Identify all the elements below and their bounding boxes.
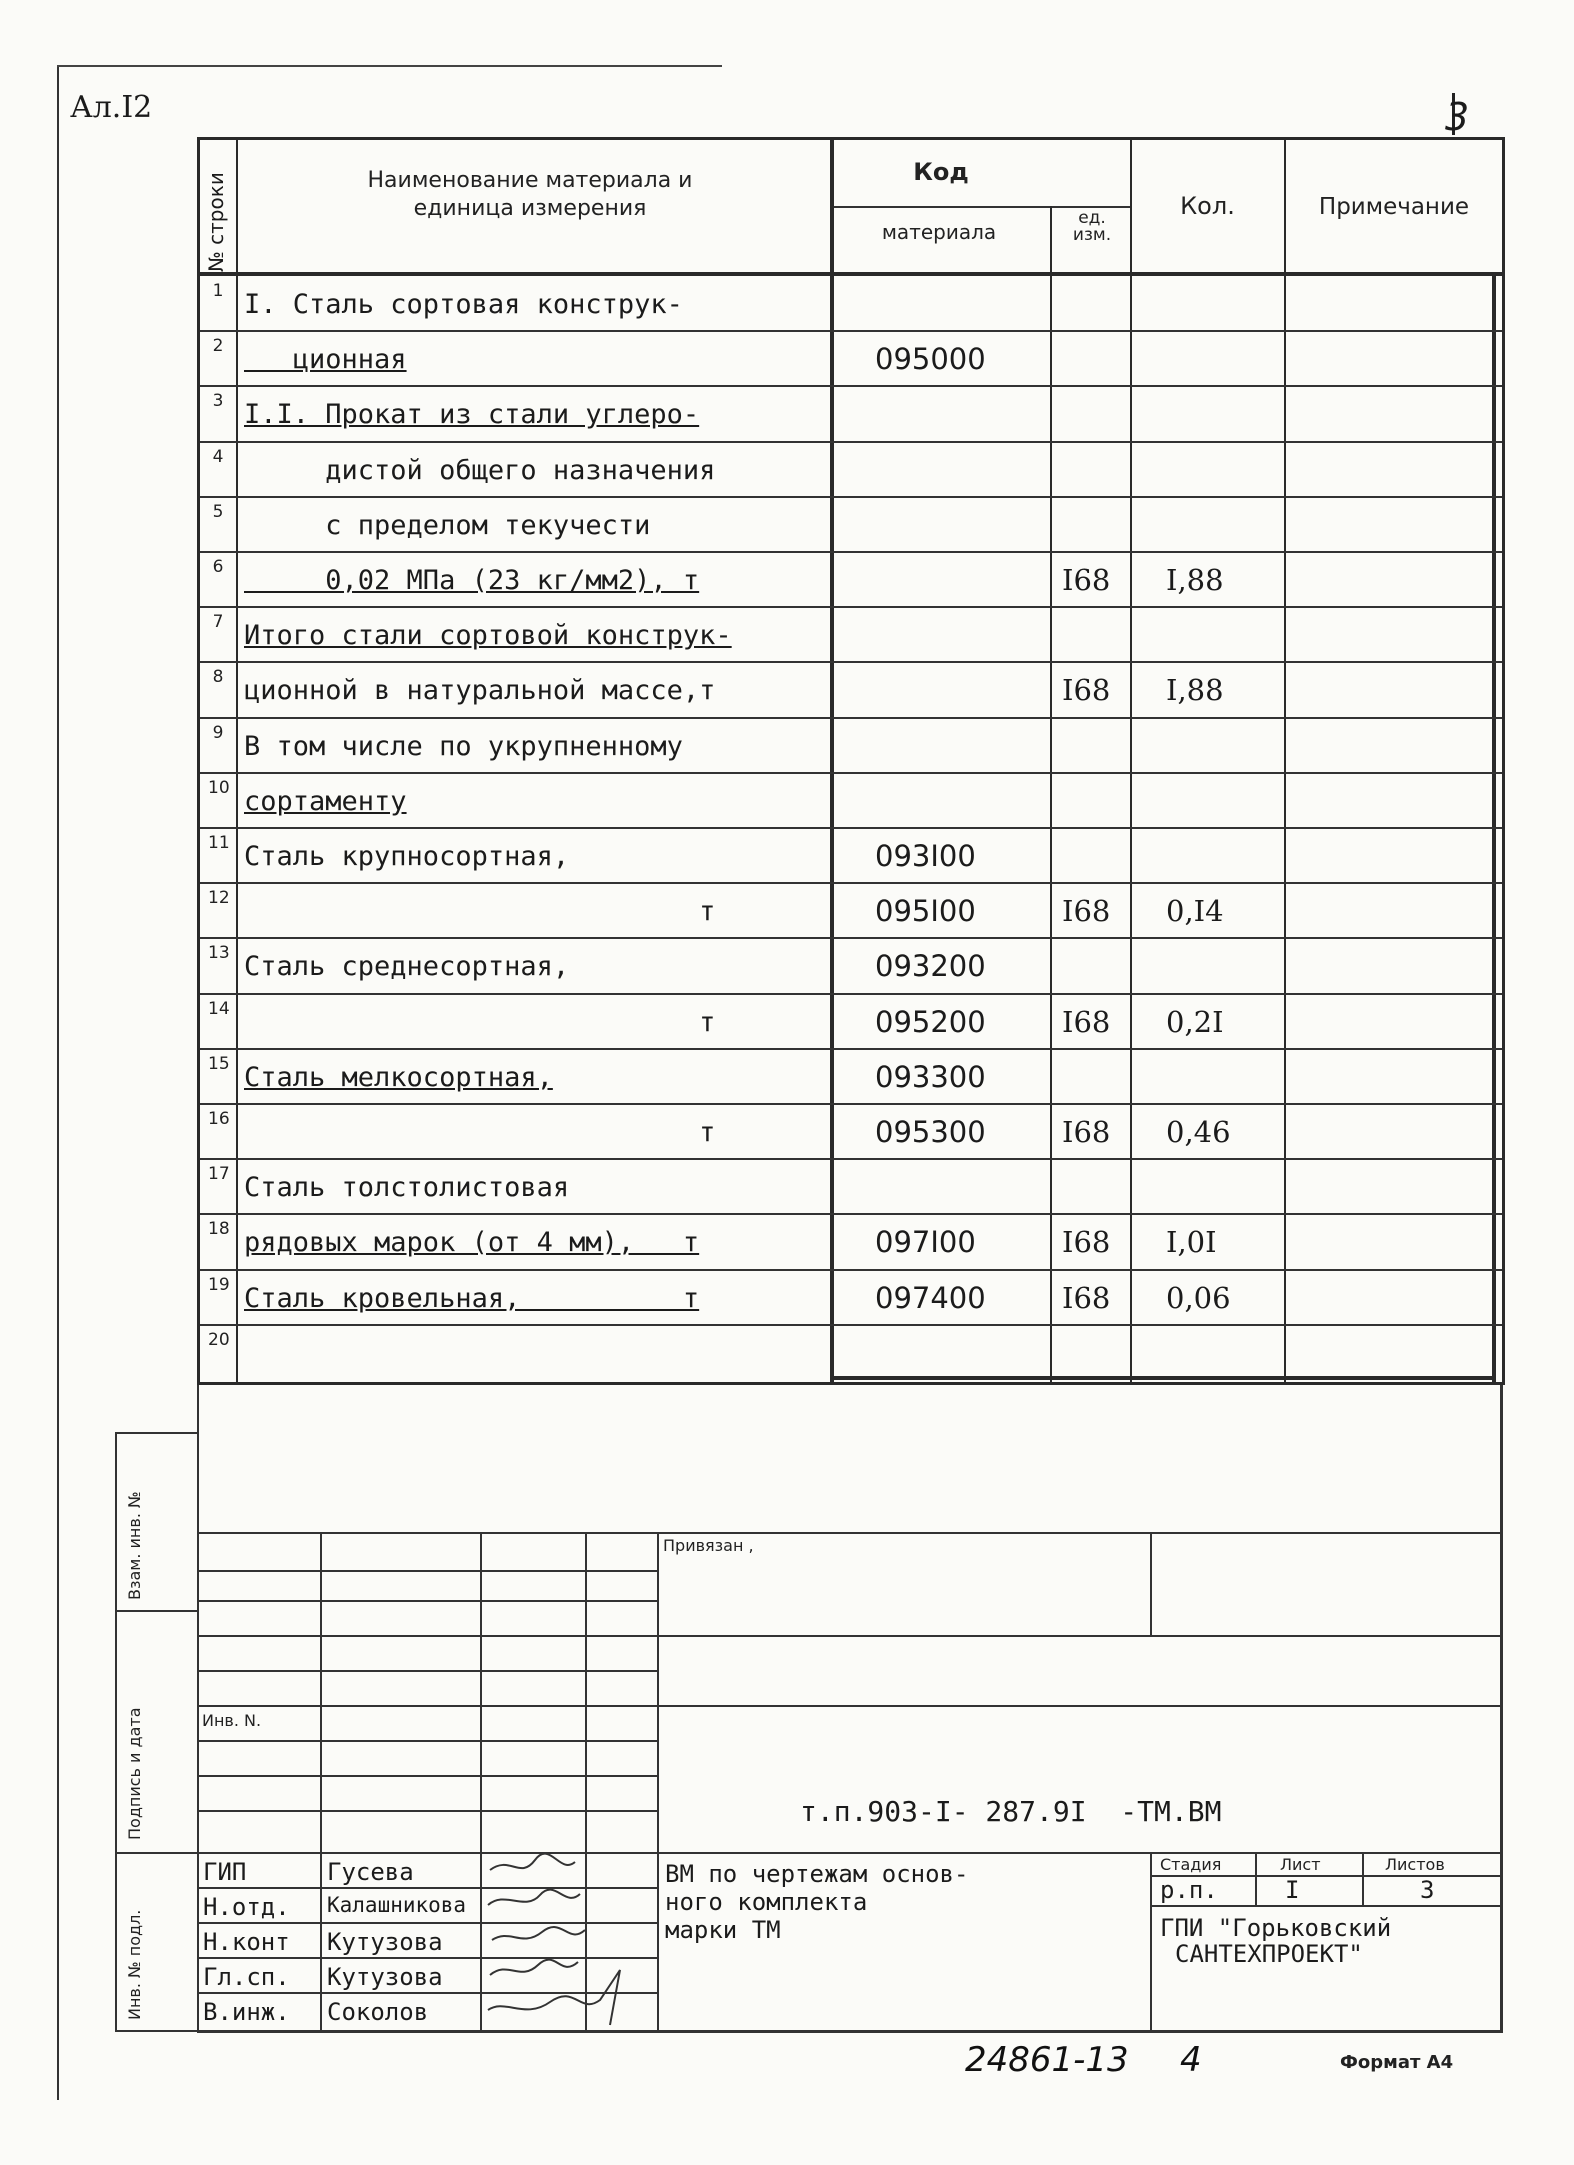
sheets-value: 3: [1420, 1876, 1435, 1904]
row-separator: [200, 937, 1502, 939]
row-unit: I68: [1062, 1115, 1111, 1149]
header-name-line1: Наименование материала и: [367, 168, 693, 193]
row-code: 093200: [875, 949, 986, 983]
row-number: 1: [212, 281, 224, 301]
signatures-drawing: [480, 1850, 660, 2050]
col-divider-code: [1050, 206, 1052, 1382]
row-number: 12: [208, 888, 230, 908]
row-number: 10: [208, 778, 230, 798]
row-separator: [200, 1324, 1502, 1326]
stamp-line-9: [197, 1810, 657, 1812]
col-divider-rowno: [236, 140, 238, 1382]
row-number: 17: [208, 1164, 230, 1184]
side-strip-bottom: [115, 2030, 197, 2032]
document-code: т.п.903-I- 287.9I -ТМ.ВМ: [800, 1795, 1222, 1828]
row-number: 7: [212, 612, 224, 632]
row-unit: I68: [1062, 1281, 1111, 1315]
row-code: 093300: [875, 1060, 986, 1094]
header-code: Код: [913, 158, 969, 186]
header-note: Примечание: [1318, 194, 1470, 220]
row-number: 2: [212, 336, 224, 356]
table-bottom-thick: [832, 1376, 1492, 1380]
signature-5: [488, 1970, 620, 2025]
stamp-right: [1500, 1385, 1503, 2030]
row-name: Сталь кровельная, т: [244, 1283, 700, 1314]
row-number: 8: [212, 667, 224, 687]
row-code: 097400: [875, 1281, 986, 1315]
role-head-dept: Н.отд.: [203, 1893, 290, 1921]
row-qty: I,0I: [1166, 1225, 1217, 1259]
row-name: сортаменту: [244, 786, 407, 817]
name-4: Кутузова: [327, 1963, 443, 1991]
row-number: 20: [208, 1330, 230, 1350]
row-name: I. Сталь сортовая конструк-: [244, 289, 683, 320]
org-line-2: САНТЕХПРОЕКТ": [1175, 1940, 1363, 1968]
row-unit: I68: [1062, 1005, 1111, 1039]
sheet-value: I: [1285, 1876, 1300, 1904]
header-name-line2: единица измерения: [413, 196, 647, 221]
row-separator: [200, 1103, 1502, 1105]
side-strip-div2: [115, 1852, 197, 1854]
archive-number: 24861-13: [965, 2040, 1129, 2080]
side-strip-top: [115, 1432, 197, 1434]
stamp-line-5: [197, 1670, 657, 1672]
sheet-label: Ал.I2: [70, 90, 153, 125]
row-separator: [200, 606, 1502, 608]
row-number: 4: [212, 447, 224, 467]
signature-3: [492, 1927, 585, 1940]
row-qty: 0,2I: [1166, 1005, 1224, 1039]
format-label: Формат А4: [1340, 2052, 1454, 2073]
row-name: 0,02 МПа (23 кг/мм2), т: [244, 565, 700, 596]
stamp-line-10: [197, 1852, 1503, 1854]
row-name: с пределом текучести: [244, 510, 651, 541]
row-qty: I,88: [1166, 673, 1224, 707]
row-separator: [200, 993, 1502, 995]
row-name: Итого стали сортовой конструк-: [244, 620, 732, 651]
row-unit: I68: [1062, 1225, 1111, 1259]
header-unit: [1052, 210, 1132, 244]
header-code-material: материала: [881, 220, 997, 244]
stamp-bottom: [197, 2030, 1503, 2033]
stamp-line-2: [197, 1570, 657, 1572]
row-code: 095200: [875, 1005, 986, 1039]
signature-4: [490, 1960, 578, 1975]
row-number: 15: [208, 1054, 230, 1074]
row-separator: [200, 441, 1502, 443]
header-code-divider: [832, 206, 1132, 208]
row-unit: I68: [1062, 894, 1111, 928]
org-line-1: ГПИ "Горьковский: [1160, 1914, 1392, 1942]
stamp-line-4: [197, 1635, 1503, 1637]
bound-label: Привязан ,: [663, 1536, 754, 1555]
row-name: В том числе по укрупненному: [244, 731, 683, 762]
stamp-col-6: [1150, 1852, 1152, 2030]
row-separator: [200, 551, 1502, 553]
materials-table: [197, 137, 1505, 1385]
row-name: Сталь мелкосортная,: [244, 1062, 553, 1093]
row-qty: I,88: [1166, 563, 1224, 597]
role-norm-control: Н.конт: [203, 1928, 290, 1956]
title-line-3: марки ТМ: [665, 1916, 781, 1944]
row-separator: [200, 772, 1502, 774]
row-number: 11: [208, 833, 230, 853]
row-name: Сталь толстолистовая: [244, 1172, 570, 1203]
side-label-inventory: Инв. № подл.: [125, 1909, 144, 2020]
header-bottom-line: [200, 272, 1502, 276]
header-unit-line1: ед.: [1078, 208, 1106, 228]
stage-label: Стадия: [1160, 1855, 1222, 1874]
side-strip-div1: [115, 1610, 197, 1612]
sheet-label-cell: Лист: [1280, 1855, 1321, 1874]
inv-label: Инв. N.: [202, 1711, 262, 1730]
row-code: 093I00: [875, 839, 976, 873]
row-number: 3: [212, 391, 224, 411]
stamp-col-1: [320, 1532, 322, 2030]
row-name: т: [244, 1117, 716, 1148]
row-number: 13: [208, 943, 230, 963]
row-code: 095I00: [875, 894, 976, 928]
header-unit-line2: изм.: [1072, 225, 1112, 245]
role-chief-spec: Гл.сп.: [203, 1963, 290, 1991]
stamp-line-7: [197, 1740, 657, 1742]
row-name: Сталь среднесортная,: [244, 951, 570, 982]
row-code: 095000: [875, 342, 986, 376]
row-unit: I68: [1062, 673, 1111, 707]
row-separator: [200, 1158, 1502, 1160]
col-divider-unit: [1130, 140, 1132, 1382]
row-qty: 0,06: [1166, 1281, 1231, 1315]
title-line-2: ного комплекта: [665, 1888, 868, 1916]
stamp-line-6: [197, 1705, 1503, 1707]
row-name: Сталь крупносортная,: [244, 841, 570, 872]
row-number: 16: [208, 1109, 230, 1129]
row-separator: [200, 496, 1502, 498]
row-separator: [200, 1213, 1502, 1215]
row-separator: [200, 827, 1502, 829]
side-label-signature: Подпись и дата: [125, 1707, 144, 1840]
name-3: Кутузова: [327, 1928, 443, 1956]
sheets-label: Листов: [1385, 1855, 1445, 1874]
stamp-line-8: [197, 1775, 657, 1777]
side-strip-right: [197, 1385, 199, 2030]
signature-2: [488, 1890, 580, 1905]
role-lead-eng: В.инж.: [203, 1998, 290, 2026]
row-name: ционной в натуральной массе,т: [244, 675, 716, 706]
side-strip-left: [115, 1432, 117, 2030]
top-border: [57, 65, 722, 67]
header-qty: Кол.: [1180, 192, 1235, 220]
row-name: т: [244, 896, 716, 927]
col-divider-name: [830, 140, 834, 1382]
row-name: т: [244, 1007, 716, 1038]
stage-value: р.п.: [1160, 1876, 1218, 1904]
row-number: 19: [208, 1275, 230, 1295]
role-gip: ГИП: [203, 1858, 247, 1886]
side-label-replace: Взам. инв. №: [125, 1491, 144, 1600]
row-number: 5: [212, 502, 224, 522]
row-number: 6: [212, 557, 224, 577]
name-5: Соколов: [327, 1998, 429, 2026]
row-number: 14: [208, 999, 230, 1019]
stage-col-1: [1255, 1852, 1257, 1905]
row-separator: [200, 385, 1502, 387]
row-separator: [200, 330, 1502, 332]
page-number: 3: [1445, 95, 1470, 139]
stamp-line-3: [197, 1600, 657, 1602]
signature-1: [490, 1854, 575, 1870]
col-divider-qty: [1284, 140, 1286, 1382]
stamp-col-5: [1150, 1532, 1152, 1635]
title-line-1: ВМ по чертежам основ-: [665, 1860, 969, 1888]
row-number: 9: [212, 723, 224, 743]
name-1: Гусева: [327, 1858, 414, 1886]
header-row-no: № строки: [204, 172, 228, 272]
name-2: Калашникова: [327, 1893, 467, 1917]
stage-col-2: [1362, 1852, 1364, 1905]
row-name: ционная: [244, 344, 407, 375]
row-name: I.I. Прокат из стали углеро-: [244, 399, 700, 430]
row-number: 18: [208, 1219, 230, 1239]
copy-number: 4: [1180, 2040, 1202, 2080]
row-name: дистой общего назначения: [244, 455, 716, 486]
stage-line-2: [1150, 1905, 1502, 1907]
row-separator: [200, 1048, 1502, 1050]
row-separator: [200, 1269, 1502, 1271]
row-separator: [200, 717, 1502, 719]
row-unit: I68: [1062, 563, 1111, 597]
row-code: 097I00: [875, 1225, 976, 1259]
row-qty: 0,I4: [1166, 894, 1224, 928]
row-name: рядовых марок (от 4 мм), т: [244, 1227, 700, 1258]
row-separator: [200, 882, 1502, 884]
stamp-line-1: [197, 1532, 1503, 1534]
row-qty: 0,46: [1166, 1115, 1231, 1149]
row-code: 095300: [875, 1115, 986, 1149]
row-separator: [200, 661, 1502, 663]
